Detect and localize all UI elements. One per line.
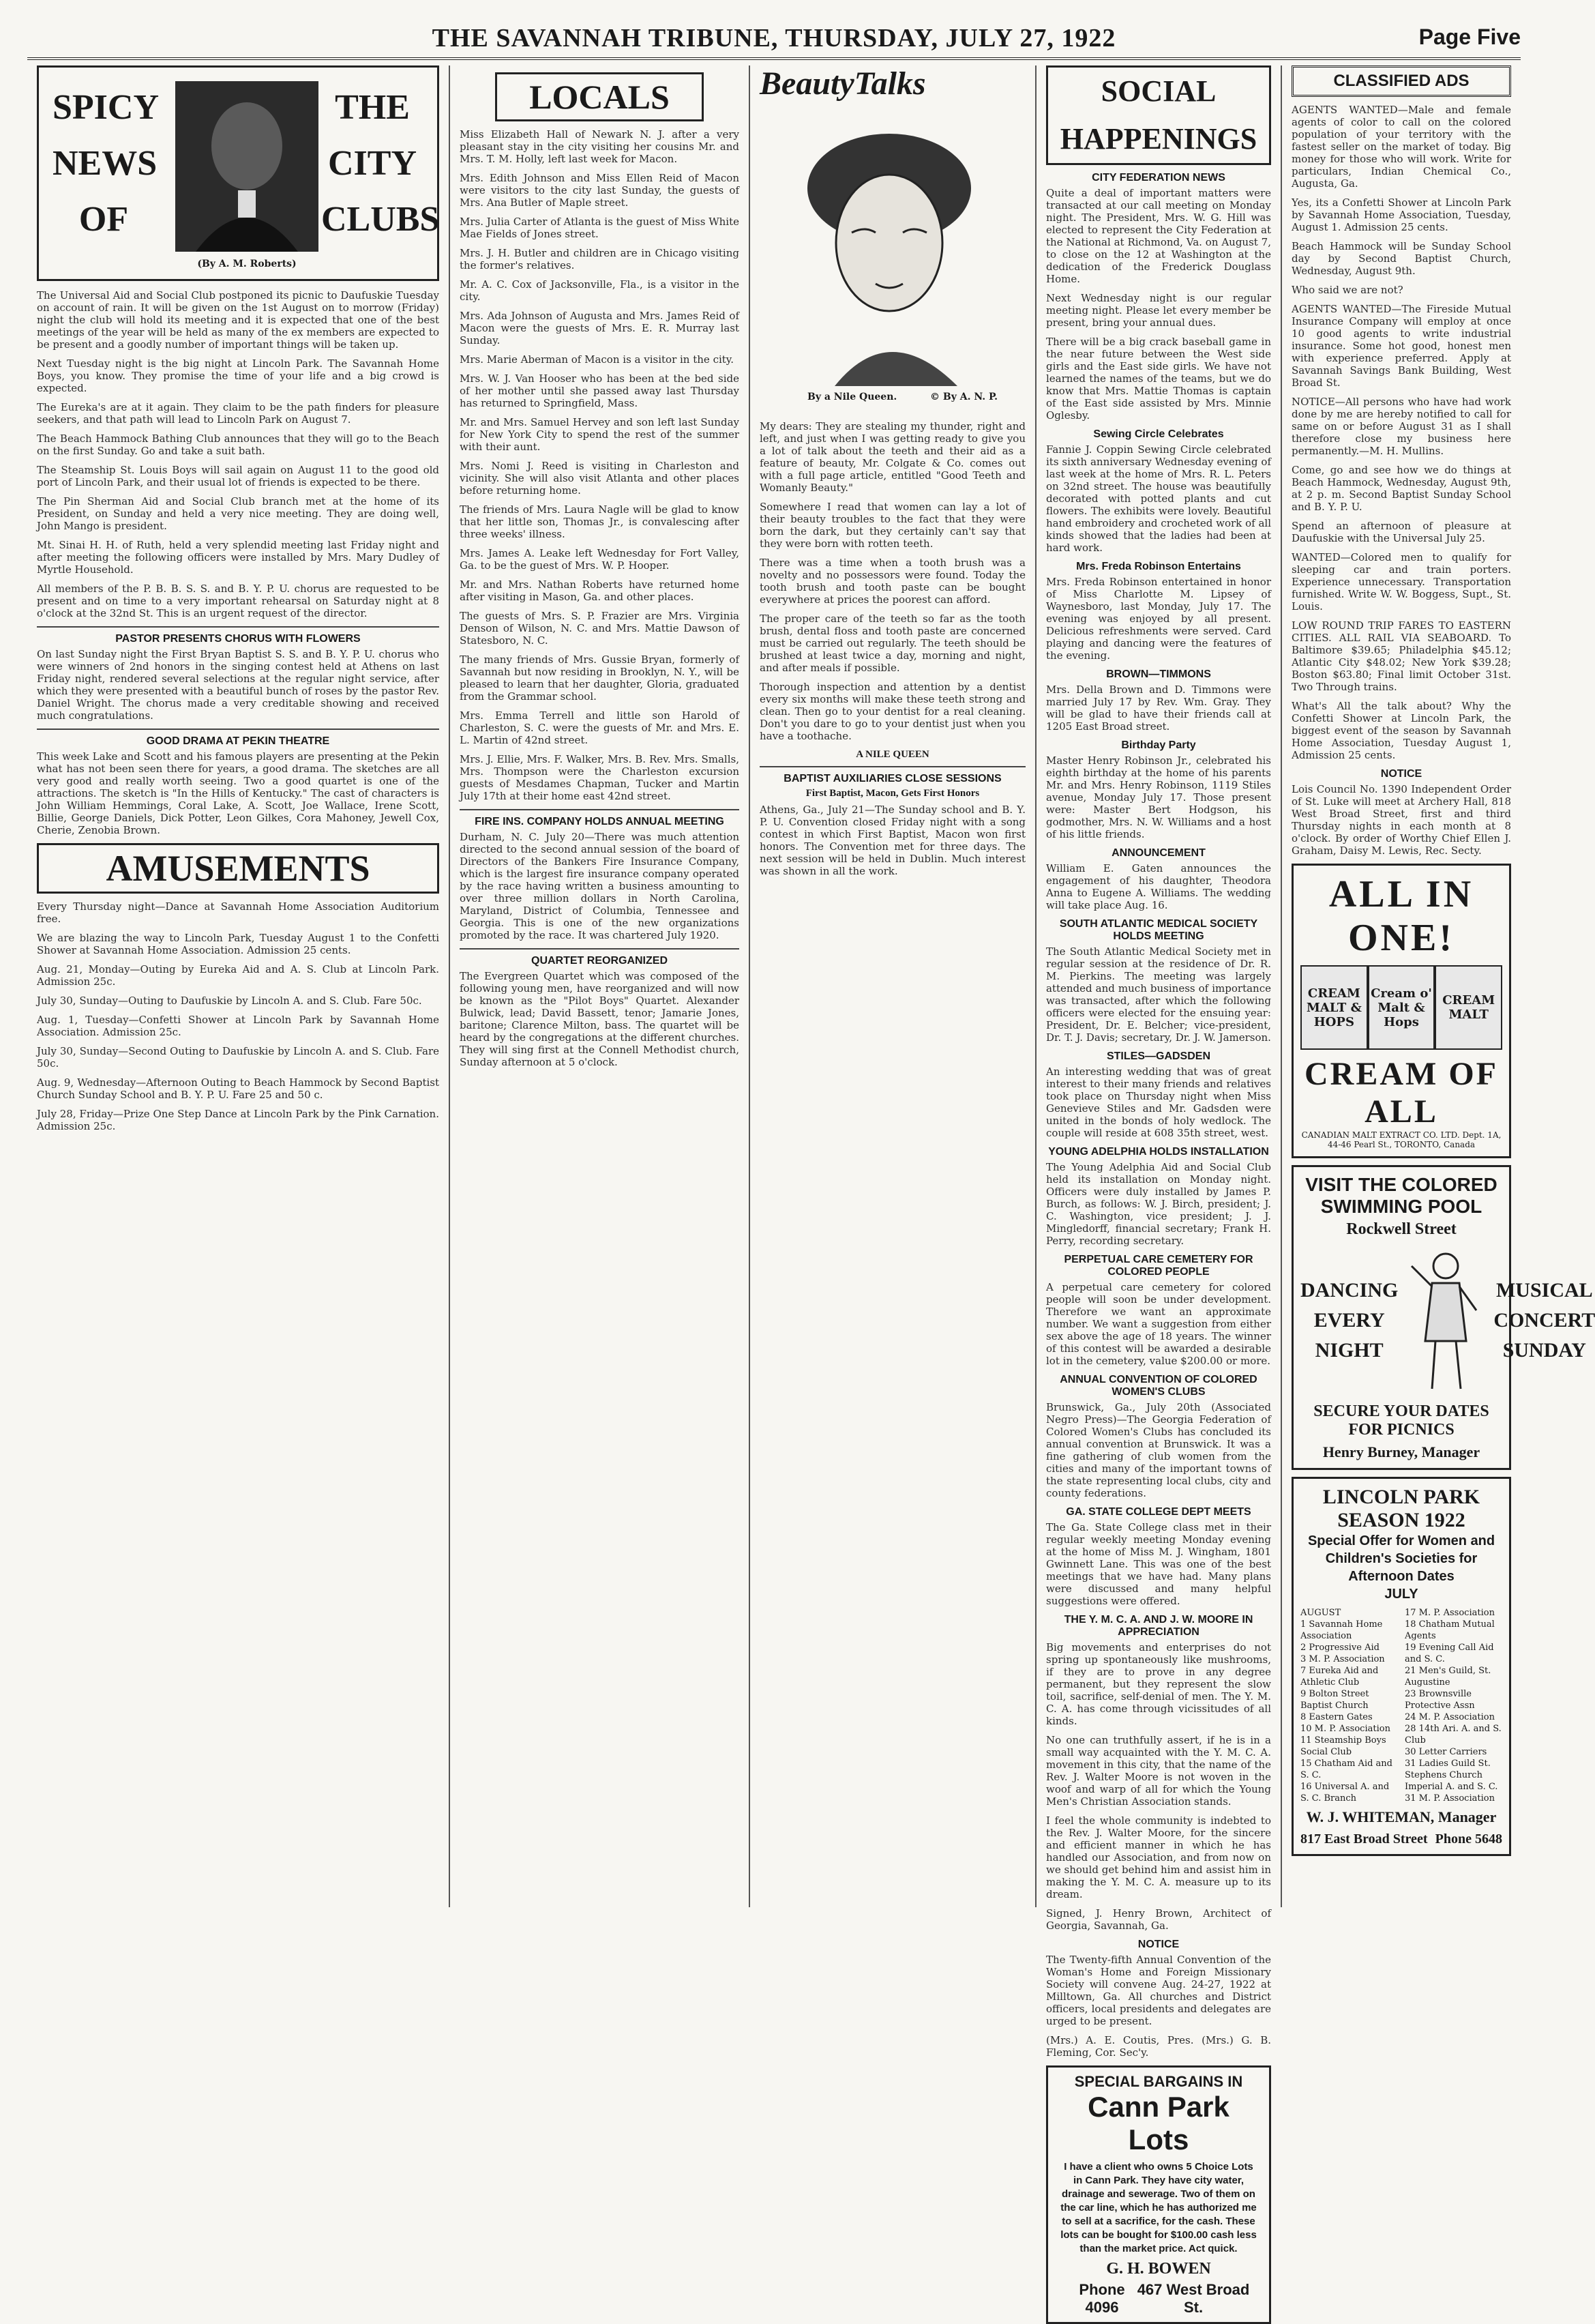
schedule-item: 16 Universal A. and S. C. Branch <box>1300 1782 1390 1804</box>
article-body: Brunswick, Ga., July 20th (Associated Negro Press)—The Georgia Federation of Colored Women's Clubs has concluded its annual convention at Brunswick. It was a fine gathering of club women from the cities and many of the important towns of the state representing local clubs, city and county federations. <box>1046 1401 1271 1499</box>
local-item: The friends of Mrs. Laura Nagle will be glad to know that her little son, Thomas Jr., is convalescing after three weeks' illness. <box>460 503 739 540</box>
article-heading: Mrs. Freda Robinson Entertains <box>1076 561 1241 572</box>
article-heading: ANNUAL CONVENTION OF COLORED WOMEN'S CLUBS <box>1060 1374 1257 1398</box>
article-paragraph: Next Wednesday night is our regular meeting night. Please let every member be present, bring your annual dues. <box>1046 292 1271 329</box>
pool-street: Rockwell Street <box>1346 1220 1457 1238</box>
column-4 <box>1037 65 1282 2316</box>
divider <box>37 729 439 730</box>
amusement-item: Aug. 1, Tuesday—Confetti Shower at Lincoln Park by Savannah Home Association. Admission 25c. <box>37 1014 439 1038</box>
beauty-talks-feature <box>760 65 1026 420</box>
lincoln-park-ad <box>1292 1477 1511 1856</box>
pool-left-text <box>1300 1276 1398 1366</box>
pool-manager: Henry Burney, Manager <box>1322 1443 1480 1460</box>
word-the: THE <box>335 88 410 127</box>
pool-footer: SECURE YOUR DATES FOR PICNICS <box>1313 1402 1489 1439</box>
cann-park-ad <box>1046 2065 1271 2324</box>
article-heading: QUARTET REORGANIZED <box>531 955 668 967</box>
article-signature: (Mrs.) A. E. Coutis, Pres. (Mrs.) G. B. Fleming, Cor. Sec'y. <box>1046 2034 1271 2059</box>
spicy-left-words <box>53 80 160 248</box>
article-body: On last Sunday night the First Bryan Baptist S. S. and B. Y. P. U. chorus who were winners of 2nd honors in the singing contest held at Athens on last Friday night, rendered several selections at the regular night service, after which they were presented with a beautiful bunch of roses by the pastor Rev. Daniel Wright. The chorus made a very creditable showing and received much congratulations. <box>37 648 439 722</box>
amusement-item: Aug. 21, Monday—Outing by Eureka Aid and A. S. Club at Lincoln Park. Admission 25c. <box>37 963 439 988</box>
lincoln-month: JULY <box>1384 1587 1418 1602</box>
bather-illustration <box>1398 1246 1493 1396</box>
local-item: Mrs. Nomi J. Reed is visiting in Charleston and vicinity. She will also visit Atlanta and other places before returning home. <box>460 460 739 497</box>
classified-ad: WANTED—Colored men to qualify for sleeping car and train porters. Experience unnecessary. Transportation furnished. Write W. W. Boggess, Supt., St. Louis. <box>1292 551 1511 613</box>
lincoln-manager: W. J. WHITEMAN, Manager <box>1306 1808 1497 1825</box>
can-right: CREAM MALT <box>1435 965 1502 1050</box>
article-heading: BROWN—TIMMONS <box>1106 668 1211 680</box>
schedule-right <box>1405 1607 1502 1804</box>
article-heading: Sewing Circle Celebrates <box>1093 428 1224 440</box>
schedule-item: 17 M. P. Association <box>1405 1608 1495 1618</box>
article-signature: Signed, J. Henry Brown, Architect of Georgia, Savannah, Ga. <box>1046 1907 1271 1932</box>
article-paragraph: The Beach Hammock Bathing Club announces that they will go to the Beach on the first Sunday. Go and take a suit bath. <box>37 432 439 457</box>
lincoln-subtitle: Special Offer for Women and Children's Societies for Afternoon Dates <box>1307 1533 1495 1584</box>
can-left: CREAM MALT & HOPS <box>1300 965 1368 1050</box>
local-item: The guests of Mrs. S. P. Frazier are Mrs. Virginia Denson of Wilson, N. C. and Mrs. Mattie Dawson of Statesboro, N. C. <box>460 610 739 647</box>
amusement-item: Every Thursday night—Dance at Savannah Home Association Auditorium free. <box>37 900 439 925</box>
article-heading: YOUNG ADELPHIA HOLDS INSTALLATION <box>1048 1146 1269 1158</box>
local-item: Mr. A. C. Cox of Jacksonville, Fla., is a visitor in the city. <box>460 278 739 303</box>
word-city: CITY <box>327 144 417 183</box>
social-happenings-banner: SOCIAL HAPPENINGS <box>1046 65 1271 165</box>
article-body: Durham, N. C. July 20—There was much attention directed to the second annual session of the board of Directors of the Bankers Fire Insurance Company, which is the largest fire insurance company operated by the race having written a business amounting to over three million dollars in North Carolina, Maryland, District of Columbia, Tennessee and Georgia. This is one of the new organizations promoted by the race. It was chartered July 1920. <box>460 831 739 941</box>
schedule-item: 8 Eastern Gates <box>1300 1712 1373 1722</box>
classified-ad: Yes, its a Confetti Shower at Lincoln Park by Savannah Home Association, Tuesday, August 1. Admission 25 cents. <box>1292 196 1511 233</box>
malt-ad-headline: ALL IN ONE! <box>1328 873 1474 959</box>
malt-ad-slogan: CREAM OF ALL <box>1305 1056 1498 1130</box>
article-paragraph: Next Tuesday night is the big night at Lincoln Park. The Savannah Home Boys, you know. They promise the time of your life and a big crowd is expected. <box>37 357 439 394</box>
article-heading: ANNOUNCEMENT <box>1112 847 1206 859</box>
schedule-item: 30 Letter Carriers <box>1405 1747 1487 1757</box>
pool-word: NIGHT <box>1315 1339 1384 1362</box>
article-paragraph: There will be a big crack baseball game in the near future between the West side girls and the East side girls. We have not learned the names of the teams, but we do know that Mrs. Mattie Thomas is captain of the East side assisted by Mrs. Minnie Oglesby. <box>1046 336 1271 422</box>
author-portrait <box>175 81 318 252</box>
amusement-item: Aug. 9, Wednesday—Afternoon Outing to Beach Hammock by Second Baptist Church Sunday School and B. Y. P. U. Fare 25 and 50 c. <box>37 1076 439 1101</box>
cann-body: I have a client who owns 5 Choice Lots in Cann Park. They have city water, drainage and sewerage. Two of them on the car line, which he has authorized me to sell at a sacrifice, for the cash. These lots can be bought for $100.00 cash less than the market price. Act quick. <box>1060 2161 1257 2254</box>
word-news: NEWS <box>53 144 158 183</box>
article-subheading: First Baptist, Macon, Gets First Honors <box>805 788 980 799</box>
amusement-item: July 30, Sunday—Second Outing to Daufuskie by Lincoln A. and S. Club. Fare 50c. <box>37 1045 439 1070</box>
amusement-item: July 30, Sunday—Outing to Daufuskie by Lincoln A. and S. Club. Fare 50c. <box>37 995 422 1007</box>
article-paragraph: Quite a deal of important matters were transacted at our call meeting on Monday night. The President, Mrs. W. G. Hill was elected to represent the City Federation at the National at Richmond, Va. on August 7, to close on the 12 at Washington at the dedication of the Frederick Douglass Home. <box>1046 187 1271 285</box>
article-heading: SOUTH ATLANTIC MEDICAL SOCIETY HOLDS MEETING <box>1059 918 1258 942</box>
schedule-item: 31 M. P. Association <box>1405 1793 1495 1804</box>
article-paragraph: I feel the whole community is indebted to the Rev. J. Walter Moore, for the sincere and efficient manner in which he has handled our Association, and from now on we should get behind him and assist him in making the Y. M. C. A. measure up to its dream. <box>1046 1814 1271 1900</box>
cann-heading: SPECIAL BARGAINS IN <box>1074 2073 1243 2090</box>
article-body: William E. Gaten announces the engagement of his daughter, Theodora Anna to Eugene A. Williams. The wedding will take place Aug. 16. <box>1046 862 1271 911</box>
article-heading: NOTICE <box>1380 768 1422 780</box>
local-item: Mrs. Ada Johnson of Augusta and Mrs. James Reid of Macon were the guests of Mrs. E. R. Murray last Sunday. <box>460 310 739 347</box>
pool-word: SUNDAY <box>1502 1339 1586 1362</box>
pool-word: EVERY <box>1313 1309 1385 1332</box>
article-paragraph: The Universal Aid and Social Club postponed its picnic to Daufuskie Tuesday on account of rain. It will be given on the 1st August on to morrow (Friday) night the club will hold its meeting and it is expected that one of the best meetings of the year will be held as many of the ex members are expected to be present and a goodly number of important things will be taken up. <box>37 289 439 351</box>
article-paragraph: Thorough inspection and attention by a dentist every six months will make these teeth strong and clean. Then go to your dentist for a real cleaning. Don't you dare to go to your dentist just when you have a toothache. <box>760 681 1026 742</box>
local-item: Mr. and Mrs. Samuel Hervey and son left last Sunday for New York City to spend the rest of the summer with their aunt. <box>460 416 739 453</box>
article-body: The Twenty-fifth Annual Convention of the Woman's Home and Foreign Missionary Society will convene Aug. 24-27, 1922 at Milltown, Ga. All churches and District officers, local presidents and delegates are urged to be present. <box>1046 1954 1271 2027</box>
article-heading: CITY FEDERATION NEWS <box>1092 172 1225 183</box>
divider <box>460 948 739 950</box>
article-body: The Evergreen Quartet which was composed of the following young men, have reorganized and will now be known as the "Pilot Boys" Quartet. Alexander Bulwick, lead; David Bassett, tenor; Jamarie Jones, baritone; Clarence Milton, bass. The quartet will be heard by the congregations at the different churches. They will sing first at the Connell Methodist church, Sunday afternoon at 5 o'clock. <box>460 970 739 1068</box>
lincoln-schedule <box>1300 1607 1502 1804</box>
schedule-left <box>1300 1607 1398 1804</box>
amusement-item: We are blazing the way to Lincoln Park, Tuesday August 1 to the Confetti Shower at Savannah Home Association. Admission 25 cents. <box>37 932 439 956</box>
beauty-caption: By a Nile Queen. <box>807 392 897 402</box>
schedule-item: 9 Bolton Street Baptist Church <box>1300 1689 1369 1711</box>
cann-agent: G. H. BOWEN <box>1106 2260 1211 2278</box>
spicy-news-header <box>37 65 439 281</box>
cann-title: Cann Park Lots <box>1088 2091 1229 2156</box>
local-item: Mrs. Edith Johnson and Miss Ellen Reid of Macon were visitors to the city last Sunday, the guests of Mrs. Ana Butler of Maple street. <box>460 172 739 209</box>
article-heading: THE Y. M. C. A. AND J. W. MOORE IN APPRECIATION <box>1064 1614 1253 1638</box>
article-paragraph: Somewhere I read that women can lay a lot of their beauty troubles to the fact that they were born the dark, but they certainly can't say that they were born with rotten teeth. <box>760 501 1026 550</box>
schedule-item: 24 M. P. Association <box>1405 1712 1495 1722</box>
article-body: A perpetual care cemetery for colored people will soon be under development. Therefore we want an approximate number. We want a suggestion from either sex above the age of 18 years. The winner of this contest will be awarded a desirable lot in the cemetery, value $200.00 or more. <box>1046 1281 1271 1367</box>
schedule-item: 1 Savannah Home Association <box>1300 1619 1383 1641</box>
schedule-item: 2 Progressive Aid <box>1300 1643 1380 1653</box>
column-1 <box>27 65 450 1907</box>
article-heading: PERPETUAL CARE CEMETERY FOR COLORED PEOPLE <box>1064 1254 1253 1278</box>
pool-word: DANCING <box>1300 1279 1399 1301</box>
divider <box>760 766 1026 767</box>
article-paragraph: Big movements and enterprises do not spring up spontaneously like mushrooms, if they are to prove in any degree permanent, but they represent the slow toil, sacrifice, self-denial of men. The Y. M. C. A. has come through vicissitudes of all kinds. <box>1046 1641 1271 1727</box>
divider <box>460 809 739 810</box>
beauty-talks-title: BeautyTalks <box>760 65 926 102</box>
schedule-item: 19 Evening Call Aid and S. C. <box>1405 1643 1494 1664</box>
malt-hops-ad <box>1292 864 1511 1158</box>
schedule-item: 18 Chatham Mutual Agents <box>1405 1619 1495 1641</box>
page-number: Page Five <box>1418 25 1521 49</box>
article-body: The South Atlantic Medical Society met in regular session at the residence of Dr. R. M. Pierkins. The meeting was largely attended and much business of importance was transacted, after which the following officers were elected for the ensuing year: President, Dr. E. Belcher; vice-president, Dr. T. J. Davis; secretary, Dr. J. W. Jamerson. <box>1046 945 1271 1044</box>
spicy-right-words <box>321 80 440 248</box>
article-paragraph: There was a time when a tooth brush was a novelty and no possessors were found. Today the tooth brush and tooth paste can be bought everywhere at prices the poorest can afford. <box>760 557 1026 606</box>
cann-contact <box>1067 2281 1250 2316</box>
article-heading: PASTOR PRESENTS CHORUS WITH FLOWERS <box>115 633 361 645</box>
cann-phone: Phone 4096 <box>1079 2281 1125 2316</box>
column-3 <box>750 65 1037 1907</box>
article-heading: Birthday Party <box>1121 739 1196 751</box>
local-item: Mrs. Emma Terrell and little son Harold of Charleston, S. C. were the guests of Mr. and Mrs. E. L. Martin of 42nd street. <box>460 709 739 746</box>
local-item: Mrs. J. H. Butler and children are in Chicago visiting the former's relatives. <box>460 247 739 271</box>
schedule-item: 15 Chatham Aid and S. C. <box>1300 1759 1392 1780</box>
beauty-copyright: © By A. N. P. <box>930 392 998 402</box>
article-body: Athens, Ga., July 21—The Sunday school and B. Y. P. U. Convention closed Friday night with a song contest in which First Baptist, Macon won first honors. The Convention met for three days. The next session will be held in Dublin. Much interest was shown in all the work. <box>760 804 1026 877</box>
local-item: Mrs. J. Ellie, Mrs. F. Walker, Mrs. B. Rev. Mrs. Smalls, Mrs. Thompson were the Charleston excursion guests of Mesdames Chapman, Tucker and Martin July 17th at their home east 42nd street. <box>460 753 739 802</box>
word-clubs: CLUBS <box>321 200 440 239</box>
article-body: Mrs. Freda Robinson entertained in honor of Miss Charlotte M. Lipsey of Waynesboro, last Monday, July 17. The evening was enjoyed by all present. Delicious refreshments were served. Card playing and dancing were the features of the evening. <box>1046 576 1271 662</box>
swimming-pool-ad <box>1292 1165 1595 1470</box>
article-paragraph: Mt. Sinai H. H. of Ruth, held a very splendid meeting last Friday night and after meeting the following officers were installed by Mrs. Mary Dudley of Myrtle Household. <box>37 539 439 576</box>
woman-portrait-illustration <box>787 113 1005 386</box>
amusement-item: July 28, Friday—Prize One Step Dance at Lincoln Park by the Pink Carnation. Admission 25c. <box>37 1108 439 1132</box>
column-5 <box>1282 65 1595 1907</box>
schedule-item: 23 Brownsville Protective Assn <box>1405 1689 1475 1711</box>
newspaper-title: THE SAVANNAH TRIBUNE, THURSDAY, JULY 27, 1922 <box>432 24 1116 53</box>
word-of: OF <box>78 200 129 239</box>
local-item: Miss Elizabeth Hall of Newark N. J. after a very pleasant stay in the city visiting her cousins Mr. and Mrs. T. M. Holly, left last week for Macon. <box>460 128 739 165</box>
article-heading: STILES—GADSDEN <box>1106 1050 1210 1062</box>
article-heading: NOTICE <box>1137 1939 1180 1950</box>
schedule-item: 3 M. P. Association <box>1300 1654 1385 1664</box>
article-paragraph: My dears: They are stealing my thunder, right and left, and just when I was getting ready to give you a lot of talk about the teeth and their aid as a feature of beauty, Mr. Colgate & Co. comes out with a full page article, entitled "Good Teeth and Womanly Beauty." <box>760 420 1026 494</box>
article-body: The Young Adelphia Aid and Social Club held its installation on Monday night. Officers were duly installed by James P. Burch, as follows: W. J. Birch, president; J. C. Washington, vice president; J. J. Mingledorff, financial secretary; Frank H. Perry, recording secretary. <box>1046 1161 1271 1247</box>
schedule-item: Imperial A. and S. C. <box>1405 1782 1498 1792</box>
local-item: Mrs. W. J. Van Hooser who has been at the bed side of her mother until she passed away last Thursday has returned to Springfield, Mass. <box>460 372 739 409</box>
article-body: This week Lake and Scott and his famous players are presenting at the Pekin what has not been seen there for years, a good drama. The sketches are all very good and really worth seeing. Two a good quartet is one of the attractions. The sketch is "In the Hills of Kentucky." The cast of characters is John William Hemmings, Coral Lake, A. Scott, Joe Wallace, Irene Scott, Billie, George Daniels, Dick Potter, Leon Gilkes, Cora Mahoney, Jewell Cox, Cherie, Zenobia Brown. <box>37 750 439 836</box>
classified-ad: Who said we are not? <box>1292 284 1403 296</box>
spicy-byline: (By A. M. Roberts) <box>197 259 297 269</box>
article-heading: FIRE INS. COMPANY HOLDS ANNUAL MEETING <box>475 816 724 827</box>
masthead <box>27 20 1521 60</box>
article-body: Mrs. Della Brown and D. Timmons were married July 17 by Rev. Wm. Gray. They will be glad to have their friends call at 1205 East Broad street. <box>1046 683 1271 733</box>
article-heading: GOOD DRAMA AT PEKIN THEATRE <box>146 735 330 747</box>
classified-ad: Come, go and see how we do things at Beach Hammock, Wednesday, August 9th, at 2 p. m. Second Baptist Sunday School and B. Y. P. U. <box>1292 464 1511 513</box>
lincoln-address: 817 East Broad Street <box>1300 1832 1428 1847</box>
locals-banner: LOCALS <box>495 72 704 121</box>
lodge-notice: Lois Council No. 1390 Independent Order of St. Luke will meet at Archery Hall, 818 West Broad Street, first and third Thursday nights in each month at 8 o'clock. By order of Worthy Chief Ellen J. Graham, Daisy M. Lewis, Rec. Secty. <box>1292 783 1511 857</box>
article-paragraph: The Eureka's are at it again. They claim to be the path finders for pleasure seekers, and that path will lead to Lincoln Park on August 7. <box>37 401 439 426</box>
classified-ad: Spend an afternoon of pleasure at Daufuskie with the Universal July 25. <box>1292 520 1511 544</box>
divider <box>37 626 439 628</box>
lincoln-contact <box>1300 1832 1502 1847</box>
article-paragraph: No one can truthfully assert, if he is in a small way acquainted with the Y. M. C. A. movement in this city, that the name of the Rev. J. Walter Moore is not woven in the woof and warp of all for which the Young Men's Christian Association stands. <box>1046 1734 1271 1808</box>
portrait-photo <box>175 81 318 252</box>
classified-ad: LOW ROUND TRIP FARES TO EASTERN CITIES. ALL RAIL VIA SEABOARD. To Baltimore $39.65; Philadelphia $45.12; Atlantic City $48.02; New York $39.28; Boston $63.80; Final limit October 31st. Two Through trains. <box>1292 619 1511 693</box>
pool-body <box>1300 1246 1595 1396</box>
local-item: The many friends of Mrs. Gussie Bryan, formerly of Savannah but now residing in Brooklyn, N. Y., will be pleased to learn that her daughter, Gloria, graduated from the Grammar school. <box>460 653 739 703</box>
schedule-item: 10 M. P. Association <box>1300 1724 1390 1734</box>
beauty-signature: A NILE QUEEN <box>856 749 929 760</box>
article-paragraph: The proper care of the teeth so far as the tooth brush, dental floss and tooth paste are concerned must be carried out regularly. The teeth should be brushed at least twice a day, morning and night, and after meals if possible. <box>760 613 1026 674</box>
lincoln-phone: Phone 5648 <box>1435 1832 1502 1847</box>
word-spicy: SPICY <box>53 88 160 127</box>
article-heading: BAPTIST AUXILIARIES CLOSE SESSIONS <box>784 773 1002 784</box>
schedule-item: 31 Ladies Guild St. Stephens Church <box>1405 1759 1491 1780</box>
column-2 <box>450 65 750 1907</box>
pool-title: VISIT THE COLORED SWIMMING POOL <box>1305 1174 1497 1217</box>
local-item: Mrs. James A. Leake left Wednesday for Fort Valley, Ga. to be the guest of Mrs. W. P. Hooper. <box>460 547 739 572</box>
schedule-item: 11 Steamship Boys Social Club <box>1300 1735 1386 1757</box>
article-body: An interesting wedding that was of great interest to their many friends and relatives took place on Thursday night when Miss Genevieve Stiles and Mr. Gadsden were united in the bonds of holy wedlock. The couple will reside at 608 35th street, west. <box>1046 1065 1271 1139</box>
article-heading: GA. STATE COLLEGE DEPT MEETS <box>1066 1506 1251 1518</box>
schedule-item: 21 Men's Guild, St. Augustine <box>1405 1666 1491 1688</box>
article-paragraph: All members of the P. B. B. S. S. and B. Y. P. U. chorus are requested to be present and on time to a very important rehearsal on Saturday night at 8 o'clock at the 32nd St. This is an urgent request of the director. <box>37 583 439 619</box>
article-paragraph: The Steamship St. Louis Boys will sail again on August 11 to the good old port of Lincoln Park, and their usual lot of friends is expected to be there. <box>37 464 439 488</box>
local-item: Mrs. Julia Carter of Atlanta is the guest of Miss White Mae Fields of Jones street. <box>460 216 739 240</box>
pool-right-text <box>1493 1276 1595 1366</box>
lincoln-title: LINCOLN PARK SEASON 1922 <box>1322 1486 1480 1531</box>
schedule-item: 7 Eureka Aid and Athletic Club <box>1300 1666 1379 1688</box>
classified-ad: Beach Hammock will be Sunday School day by Second Baptist Church, Wednesday, August 9th. <box>1292 240 1511 277</box>
article-body: The Ga. State College class met in their regular weekly meeting Monday evening at the home of Miss M. J. Wingham, 1801 Gwinnett Lane. This was one of the best meetings that we have had. Many plans were discussed and many helpful suggestions were offered. <box>1046 1521 1271 1607</box>
article-paragraph: The Pin Sherman Aid and Social Club branch met at the home of its President, on Sunday and held a very nice meeting. They are doing well, John Mango is president. <box>37 495 439 532</box>
classified-ad: NOTICE—All persons who have had work done by me are hereby notified to call for same on or before August 31 as I shall therefore close my business here permanently.—M. H. Mullins. <box>1292 396 1511 457</box>
classified-ad: What's All the talk about? Why the Confetti Shower at Lincoln Park, the biggest event of the season by Savannah Home Association, Tuesday August 1, Admission 25 cents. <box>1292 700 1511 761</box>
schedule-item: 28 14th Ari. A. and S. Club <box>1405 1724 1502 1746</box>
article-body: Master Henry Robinson Jr., celebrated his eighth birthday at the home of his parents Mr. and Mrs. Henry Robinson, 1119 Stiles avenue, Monday July 17. Those present were: Master Bert Hodgson, his godmother, Mrs. N. W. Williams and a host of his little friends. <box>1046 754 1271 840</box>
article-body: Fannie J. Coppin Sewing Circle celebrated its sixth anniversary Wednesday evening of last week at the home of Mrs. R. L. Peters on 32nd street. The house was beautifully decorated with potted plants and cut flowers. The exhibits were lovely. Beautiful hand embroidery and crocheted work of all kinds showed that the ladies had been at hard work. <box>1046 443 1271 554</box>
cann-address: 467 West Broad St. <box>1137 2281 1250 2316</box>
schedule-item: AUGUST <box>1300 1608 1341 1618</box>
local-item: Mr. and Mrs. Nathan Roberts have returned home after visiting in Mason, Ga. and other places. <box>460 578 739 603</box>
classified-ad: AGENTS WANTED—Male and female agents of color to call on the colored population of your territory with the fastest seller on the market of today. Big money for those who will work. Write for particulars, Indian Chemical Co., Augusta, Ga. <box>1292 104 1511 190</box>
amusements-banner: AMUSEMENTS <box>37 843 439 894</box>
local-item: Mrs. Marie Aberman of Macon is a visitor in the city. <box>460 353 734 366</box>
malt-ad-cans <box>1300 965 1502 1050</box>
pool-word: CONCERT <box>1493 1309 1595 1332</box>
classified-ads-banner: CLASSIFIED ADS <box>1292 65 1511 97</box>
can-middle: Cream o' Malt & Hops <box>1368 965 1435 1050</box>
classified-ad: AGENTS WANTED—The Fireside Mutual Insurance Company will employ at once 10 good agents to write industrial insurance. Some hot good, honest men with experience preferred. Apply at Savannah Savings Bank Building, West Broad St. <box>1292 303 1511 389</box>
malt-ad-fineprint: CANADIAN MALT EXTRACT CO. LTD. Dept. 1A, 44-46 Pearl St., TORONTO, Canada <box>1301 1130 1502 1149</box>
pool-word: MUSICAL <box>1495 1279 1593 1301</box>
